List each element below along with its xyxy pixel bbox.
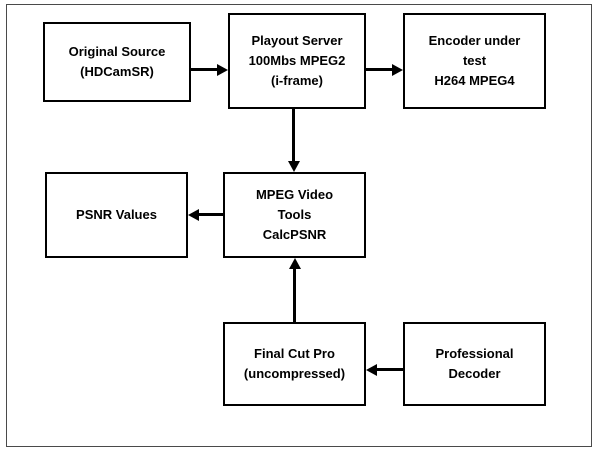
node-professional-decoder[interactable] — [403, 322, 546, 406]
node-original-source[interactable] — [43, 22, 191, 102]
node-mpeg-video-tools-line-3: CalcPSNR — [262, 227, 327, 243]
node-original-source-line-1: Original Source — [68, 43, 166, 59]
arrow-professional-decoder-to-final-cut-pro — [366, 364, 403, 376]
node-encoder-under-test-line-3: H264 MPEG4 — [434, 73, 515, 89]
arrow-final-cut-pro-to-mpeg-video-tools — [289, 258, 301, 322]
node-mpeg-video-tools-line-1: MPEG Video — [255, 186, 334, 202]
node-playout-server-line-1: Playout Server — [251, 32, 343, 48]
node-psnr-values[interactable] — [45, 172, 188, 258]
node-encoder-under-test-line-1: Encoder under — [428, 32, 521, 48]
node-final-cut-pro-line-2: (uncompressed) — [243, 366, 346, 381]
node-final-cut-pro-line-1: Final Cut Pro — [254, 345, 335, 361]
node-final-cut-pro[interactable] — [223, 322, 366, 406]
node-playout-server-line-2: 100Mbs MPEG2 — [248, 52, 346, 68]
arrow-original-source-to-playout-server — [191, 64, 228, 76]
node-psnr-values-line-1: PSNR Values — [76, 206, 157, 222]
arrow-mpeg-video-tools-to-psnr-values — [188, 209, 223, 221]
node-professional-decoder-line-2: Decoder — [448, 366, 501, 381]
arrow-playout-server-to-mpeg-video-tools — [288, 109, 300, 172]
node-mpeg-video-tools[interactable] — [223, 172, 366, 258]
node-playout-server[interactable] — [228, 13, 366, 109]
node-professional-decoder-line-1: Professional — [435, 345, 514, 361]
node-encoder-under-test[interactable] — [403, 13, 546, 109]
node-playout-server-line-3: (i-frame) — [270, 73, 323, 89]
node-mpeg-video-tools-line-2: Tools — [277, 206, 312, 222]
node-encoder-under-test-line-2: test — [462, 52, 487, 68]
node-original-source-line-2: (HDCamSR) — [80, 64, 154, 79]
arrow-playout-server-to-encoder — [366, 64, 403, 76]
